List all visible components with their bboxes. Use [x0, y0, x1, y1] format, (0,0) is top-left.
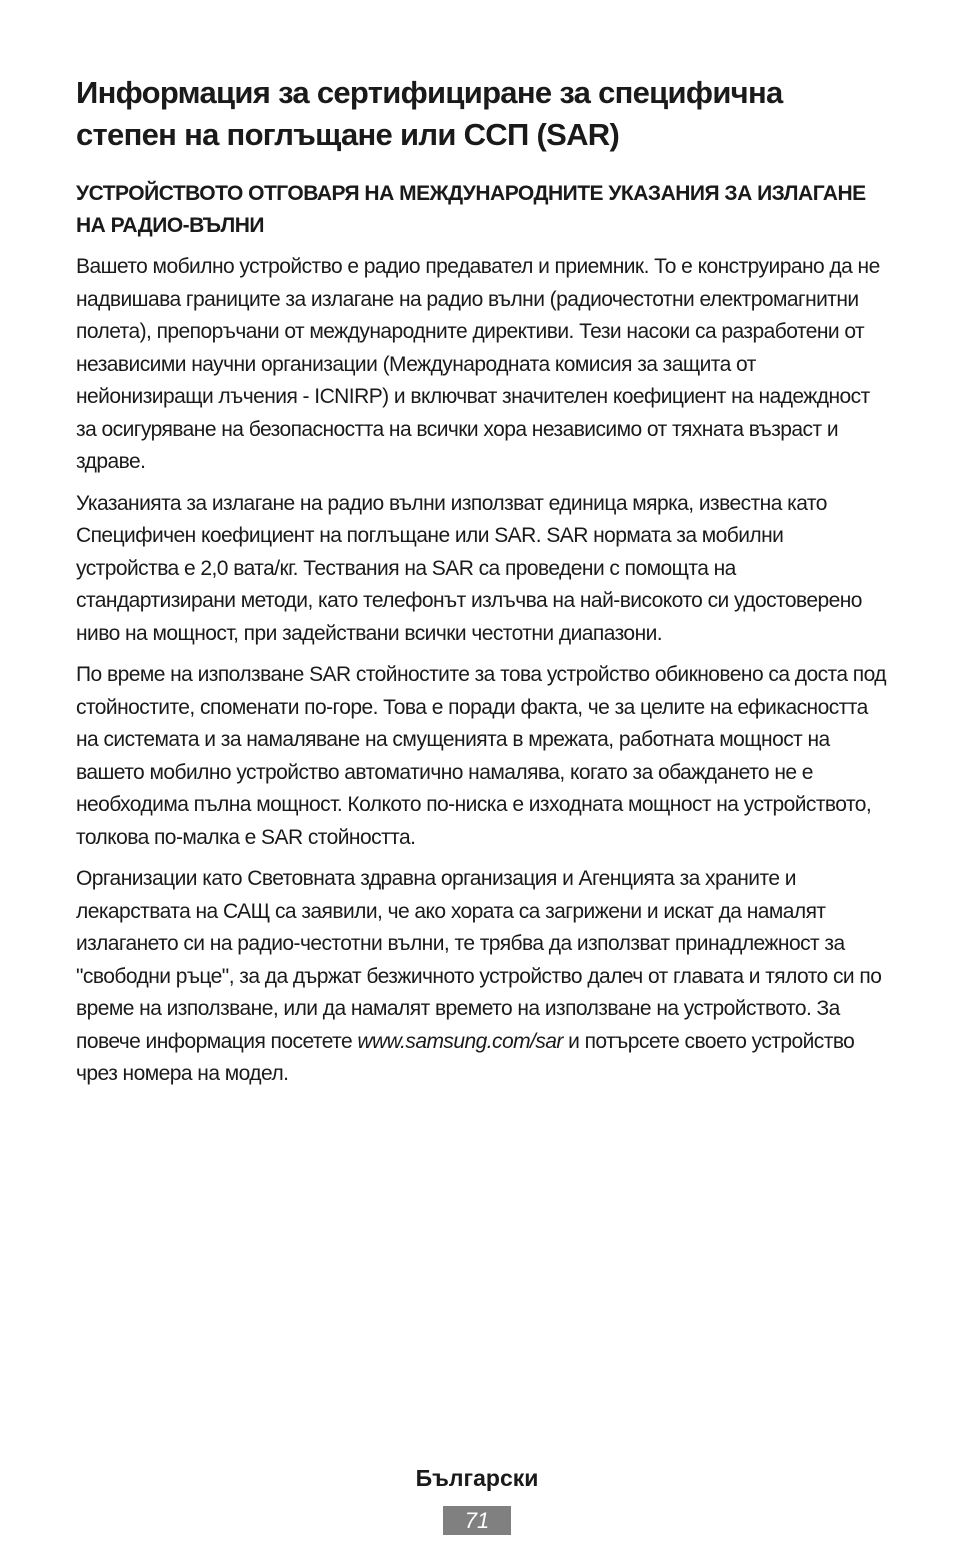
page-title: Информация за сертифициране за специфична степен на поглъщане или ССП (SAR) — [76, 75, 783, 152]
section-heading: УСТРОЙСТВОТО ОТГОВАРЯ НА МЕЖДУНАРОДНИТЕ УКАЗАНИЯ ЗА ИЗЛАГАНЕ НА РАДИО-ВЪЛНИ — [76, 182, 866, 237]
paragraph-3: По време на използване SAR стойностите за това устройство обикновено са доста под стойностите, споменати по-горе. Това е поради факта, че за целите на ефикасността на системата и за намаляване на смущенията в мрежата, работната мощност на вашето мобилно устройство автоматично намалява, когато за обаждането не е необходима пълна мощност. Колкото по-ниска е изходната мощност на устройството, толкова по-малка е SAR стойността. — [76, 663, 886, 849]
document-body — [76, 72, 888, 1100]
paragraph-4 — [76, 863, 888, 1091]
page-number: 71 — [443, 1506, 511, 1535]
paragraph-2: Указанията за излагане на радио вълни използват единица мярка, известна като Специфичен коефициент на поглъщане или SAR. SAR нормата за мобилни устройства е 2,0 вата/кг. Тествания на SAR са проведени с помощта на стандартизирани методи, като телефонът излъчва на най-високото си удостоверено ниво на мощност, при задействани всички честотни диапазони. — [76, 491, 862, 645]
samsung-sar-link[interactable]: www.samsung.com/sar — [357, 1029, 563, 1053]
paragraph-1: Вашето мобилно устройство е радио предавател и приемник. То е конструирано да не надвишава границите за излагане на радио вълни (радиочестотни електромагнитни полета), препоръчани от международните директиви. Тези насоки са разработени от независими научни организации (Международната комисия за защита от нейонизиращи лъчения - ICNIRP) и включват значителен коефициент на надеждност за осигуряване на безопасността на всички хора независимо от тяхната възраст и здраве. — [76, 255, 880, 473]
paragraph-4-text-start: Организации като Световната здравна организация и Агенцията за храните и лекарствата на САЩ са заявили, че ако хората са загрижени и искат да намалят излагането си на радио-честотни вълни, те трябва да използват принадлежност за "свободни ръце", за да държат безжичното устройство далеч от главата и тялото си по време на използване, или да намалят времето на използване на устройството. За повече информация посетете — [76, 867, 882, 1053]
footer-language: Български — [415, 1465, 539, 1491]
paragraph-4-text-end: и потърсете своето устройство чрез номера на модел. — [76, 1029, 855, 1085]
